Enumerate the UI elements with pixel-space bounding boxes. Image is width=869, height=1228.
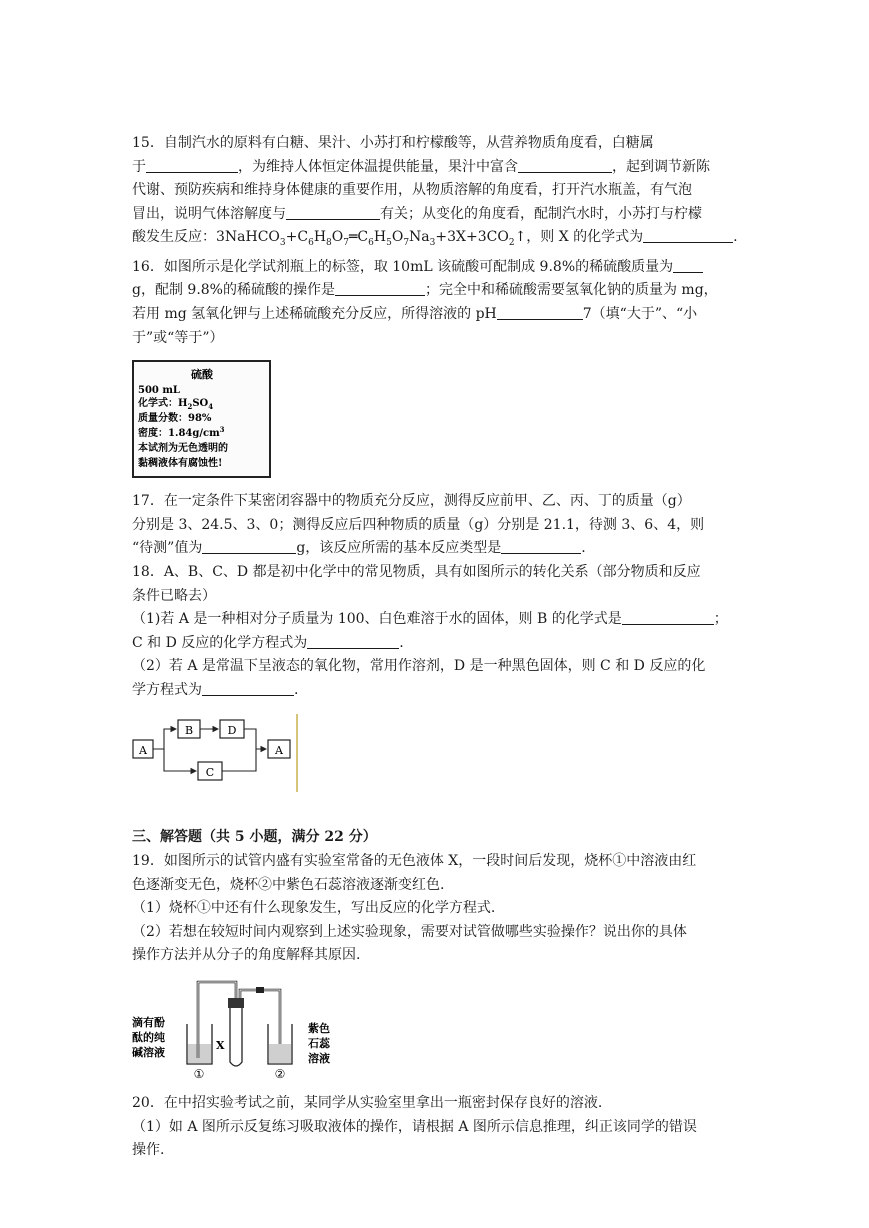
q20-line-3: 操作. [132, 1142, 165, 1159]
question-17 [132, 490, 738, 561]
q19-line-2: 色逐渐变无色，烧杯②中紫色石蕊溶液逐渐变红色. [132, 876, 445, 893]
answer-blank [202, 539, 296, 554]
exam-page [132, 132, 738, 1163]
stopper [228, 998, 244, 1008]
svg-text:碱溶液: 碱溶液 [132, 1046, 165, 1060]
svg-text:C: C [205, 766, 215, 780]
arrow-a-b [153, 729, 176, 749]
q18-line-2: 条件已略去） [132, 587, 216, 604]
svg-text:酞的纯: 酞的纯 [132, 1031, 165, 1045]
label-formula: 化学式：$H_2SO_4$ [138, 398, 214, 412]
arrow-c-a [222, 749, 256, 771]
q15-line-2: 于 ，为维持人体恒定体温提供能量，果汁中富含 ，起到调节新陈 [132, 158, 710, 175]
label-volume: 500 mL [138, 385, 180, 397]
label-density: 密度：$1.84g/cm^3$ [138, 425, 225, 440]
svg-text:紫色: 紫色 [308, 1022, 330, 1036]
answer-blank [307, 634, 399, 649]
q15-line-1: 15．自制汽水的原料有白糖、果汁、小苏打和柠檬酸等，从营养物质角度看，白糖属 [132, 135, 654, 151]
answer-blank [643, 228, 733, 243]
beaker-1-liquid [188, 1044, 211, 1063]
answer-blank [501, 539, 581, 554]
svg-text:X: X [216, 1039, 225, 1053]
svg-text:石蕊: 石蕊 [308, 1037, 330, 1051]
answer-blank [497, 305, 583, 320]
svg-text:溶液: 溶液 [308, 1052, 330, 1066]
q16-line-1: 16．如图所示是化学试剂瓶上的标签，取 10mL 该硫酸可配制成 9.8%的稀硫酸质量为 [132, 256, 738, 280]
q18-line-4: C 和 D 反应的化学方程式为 . [132, 634, 404, 651]
q16-line-2: g，配制 9.8%的稀硫酸的操作是 ；完全中和稀硫酸需要氢氧化钠的质量为 mg， [132, 282, 718, 299]
q17-line-1: 17．在一定条件下某密闭容器中的物质充分反应，测得反应前甲、乙、丙、丁的质量（g） [132, 493, 691, 510]
q19-line-1: 19．如图所示的试管内盛有实验室常备的无色液体 X，一段时间后发现，烧杯①中溶液由红 [132, 853, 697, 870]
svg-text:A: A [275, 744, 283, 758]
question-19 [132, 850, 738, 968]
q18-line-3: （1)若 A 是一种相对分子质量为 100、白色难溶于水的固体，则 B 的化学式是 ； [132, 611, 728, 628]
q18-line-1: 18．A、B、C、D 都是初中化学中的常见物质，具有如图所示的转化关系（部分物质和反应 [132, 563, 701, 580]
svg-text:②: ② [274, 1067, 286, 1082]
answer-blank [335, 281, 425, 296]
section-heading: 三、解答题（共 5 小题，满分 22 分） [132, 829, 377, 846]
q16-line-4: 于”或“等于”） [132, 329, 224, 346]
q20-line-1: 20．在中招实验考试之前，某同学从实验室里拿出一瓶密封保存良好的溶液. [132, 1095, 603, 1112]
arrow-d-a [244, 729, 266, 749]
question-20 [132, 1092, 738, 1163]
q17-line-2: 分别是 3、24.5、3、0；测得反应后四种物质的质量（g）分别是 21.1，待测 3、6、4，则 [132, 516, 705, 533]
answer-blank [622, 610, 714, 625]
q16-line-3: 若用 mg 氢氧化钾与上述稀硫酸充分反应，所得溶液的 pH 7（填“大于”、“小 [132, 305, 698, 322]
svg-text:A: A [139, 744, 147, 758]
q15-line-4: 冒出，说明气体溶解度与 有关；从变化的角度看，配制汽水时，小苏打与柠檬 [132, 205, 702, 222]
svg-text:B: B [184, 724, 194, 738]
label-mass-fraction: 质量分数：98% [138, 413, 212, 425]
q20-line-2: （1）如 A 图所示反复练习吸取液体的操作，请根据 A 图所示信息推理，纠正该同学的错误 [132, 1118, 697, 1135]
label-warning-2: 黏稠液体有腐蚀性! [138, 458, 223, 470]
answer-blank [518, 158, 612, 173]
svg-text:滴有酚: 滴有酚 [132, 1016, 165, 1030]
q19-line-4: （2）若想在较短时间内观察到上述实验现象，需要对试管做哪些实验操作？说出你的具体 [132, 923, 687, 940]
svg-text:①: ① [193, 1067, 205, 1082]
reagent-label-figure [132, 360, 738, 484]
q19-line-5: 操作方法并从分子的角度解释其原因. [132, 947, 361, 964]
q15-line-3: 代谢、预防疾病和维持身体健康的重要作用，从物质溶解的角度看，打开汽水瓶盖，有气泡 [132, 182, 692, 199]
test-tube [230, 1008, 242, 1066]
apparatus-figure [132, 974, 738, 1086]
conversion-diagram-svg [132, 714, 302, 794]
reagent-label [132, 360, 272, 480]
q15-line-5: 酸发生反应：$3NaHCO_3+C_6H_8O_7═C_6H_5O_7Na_3+3X+3CO_2↑$，则 X 的化学式为 . [132, 229, 738, 249]
apparatus-svg [132, 974, 362, 1082]
q18-line-5: （2）若 A 是常温下呈液态的氧化物，常用作溶剂，D 是一种黑色固体，则 C 和 D 反应的化 [132, 658, 706, 675]
conversion-diagram [132, 714, 738, 798]
label-warning-1: 本试剂为无色透明的 [138, 443, 228, 455]
svg-text:D: D [227, 724, 237, 738]
beaker-2-liquid [269, 1044, 291, 1063]
question-15 [132, 132, 738, 256]
q19-line-3: （1）烧杯①中还有什么现象发生，写出反应的化学方程式. [132, 900, 496, 917]
answer-blank [673, 258, 703, 273]
q17-line-3: “待测”值为 g，该反应所需的基本反应类型是 . [132, 540, 586, 557]
arrow-a-c [164, 749, 196, 771]
tube-clip [256, 987, 264, 993]
answer-blank [202, 681, 294, 696]
answer-blank [146, 158, 238, 173]
question-18 [132, 561, 738, 703]
question-16 [132, 256, 738, 350]
answer-blank [286, 205, 380, 220]
label-title: 硫酸 [191, 368, 213, 382]
q18-line-6: 学方程式为 . [132, 681, 299, 698]
